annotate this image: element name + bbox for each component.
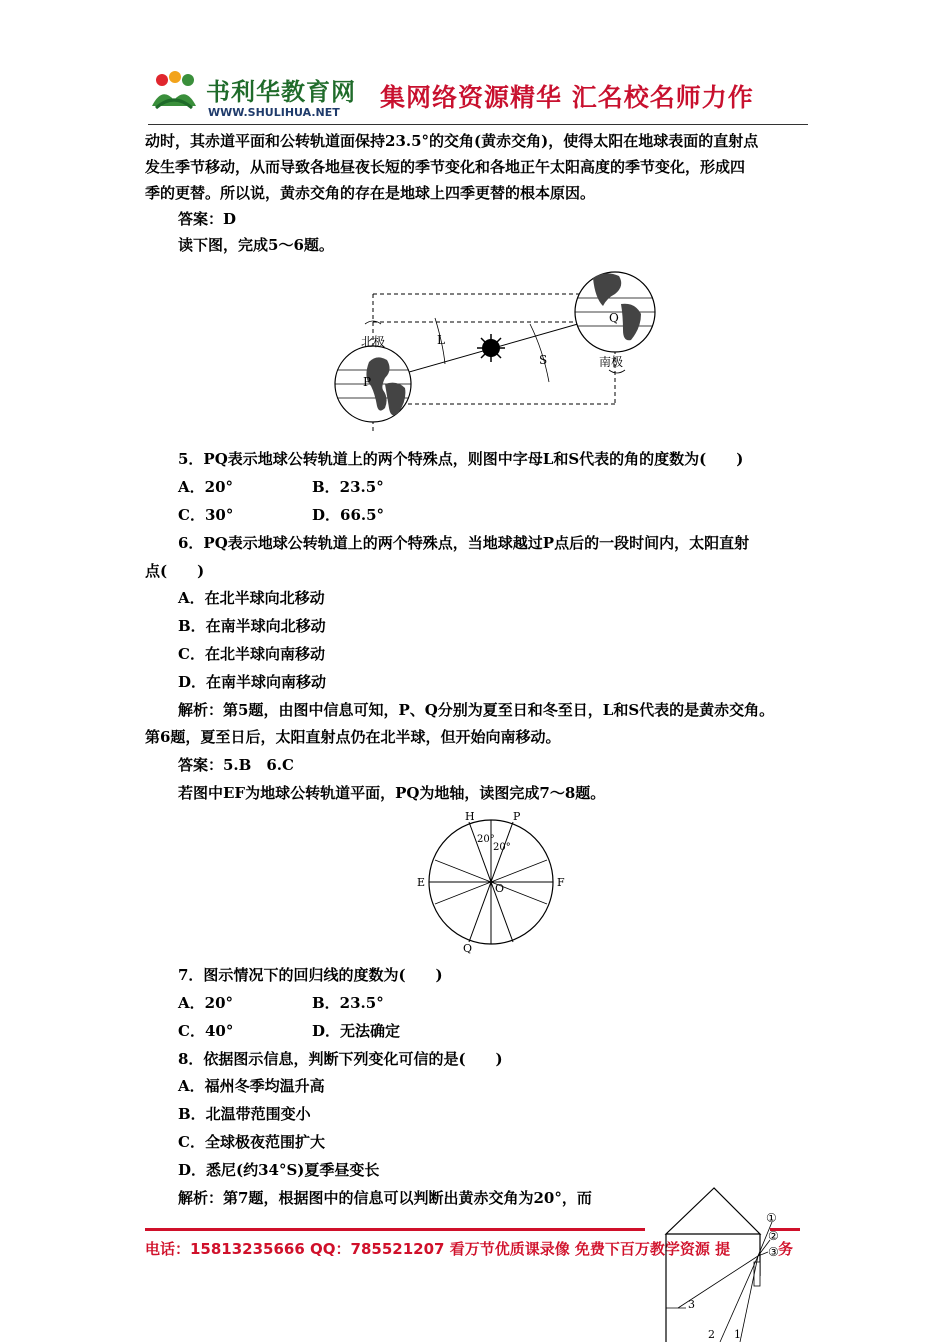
angle-label: 20° [477,834,495,845]
question-6: 6．PQ表示地球公转轨道上的两个特殊点，当地球越过P点后的一段时间内，太阳直射 [178,534,750,552]
label-p: P [513,810,521,823]
ray-3-label: 3 [688,1298,695,1311]
point-q-label: Q [609,311,619,325]
explanation-line: 解析：第5题，由图中信息可知，P、Q分别为夏至日和冬至日，L和S代表的是黄赤交角。 [178,701,775,719]
option-6d: D．在南半球向南移动 [178,673,327,691]
option-7b: B．23.5° [312,994,384,1012]
south-pole-label: 南极 [599,355,624,369]
option-5a: A．20° [178,478,234,496]
label-o: O [495,882,505,895]
explanation-line: 第6题，夏至日后，太阳直射点仍在北半球，但开始向南移动。 [145,728,561,746]
option-6b: B．在南半球向北移动 [178,617,326,635]
instruction-line: 若图中EF为地球公转轨道平面，PQ为地轴，读图完成7～8题。 [178,784,606,802]
option-7a: A．20° [178,994,234,1012]
footer-divider [145,1228,645,1231]
label-h: H [465,810,475,823]
revolution-figure [325,262,665,437]
option-8d: D．悉尼(约34°S)夏季昼变长 [178,1161,380,1179]
axis-figure [415,808,575,956]
option-5c: C．30° [178,506,234,524]
label-e: E [417,876,426,889]
marker-3: ③ [768,1245,779,1259]
angle-l-label: L [437,333,445,347]
text-line: 发生季节移动，从而导致各地昼夜长短的季节变化和各地正午太阳高度的季节变化，形成四 [145,158,746,176]
answer-line: 答案：D [178,210,237,228]
explanation-line: 解析：第7题，根据图中的信息可以判断出黄赤交角为20°，而 [178,1189,592,1207]
house-figure [660,1186,820,1342]
page-header [148,68,808,126]
option-8c: C．全球极夜范围扩大 [178,1133,325,1151]
question-6-cont: 点( ) [145,562,205,580]
answer-line: 答案：5.B 6.C [178,756,294,774]
angle-label: 20° [493,842,511,853]
north-pole-label: 北极 [361,335,386,349]
question-7: 7．图示情况下的回归线的度数为( ) [178,966,443,984]
text-line: 季的更替。所以说，黄赤交角的存在是地球上四季更替的根本原因。 [145,184,596,202]
footer-contact: 电话：15813235666 QQ：785521207 看万节优质课录像 免费下百万教学资源 提 [145,1240,731,1258]
label-f: F [557,876,565,889]
instruction-line: 读下图，完成5～6题。 [178,236,334,254]
option-6c: C．在北半球向南移动 [178,645,325,663]
header-slogan: 集网络资源精华 汇名校名师力作 [380,83,754,112]
footer-contact-end: 务 [778,1240,794,1258]
text-line: 动时，其赤道平面和公转轨道面保持23.5°的交角(黄赤交角)，使得太阳在地球表面的直射点 [145,132,759,150]
brand-name: 书利华教育网 [206,78,356,106]
question-8: 8．依据图示信息，判断下列变化可信的是( ) [178,1050,503,1068]
option-8b: B．北温带范围变小 [178,1105,311,1123]
marker-2: ② [768,1229,779,1243]
option-5d: D．66.5° [312,506,385,524]
question-5: 5．PQ表示地球公转轨道上的两个特殊点，则图中字母L和S代表的角的度数为( ) [178,450,744,468]
marker-1: ① [766,1211,777,1225]
ray-1-label: 1 [734,1328,741,1341]
option-6a: A．在北半球向北移动 [178,589,325,607]
option-7d: D．无法确定 [312,1022,401,1040]
brand-url: WWW.SHULIHUA.NET [208,106,340,119]
header-divider [148,124,808,125]
option-5b: B．23.5° [312,478,384,496]
option-8a: A．福州冬季均温升高 [178,1077,325,1095]
angle-s-label: S [539,353,548,367]
label-q: Q [463,942,473,955]
logo-icon [148,70,200,112]
option-7c: C．40° [178,1022,234,1040]
point-p-label: P [363,375,372,389]
ray-2-label: 2 [708,1328,715,1341]
